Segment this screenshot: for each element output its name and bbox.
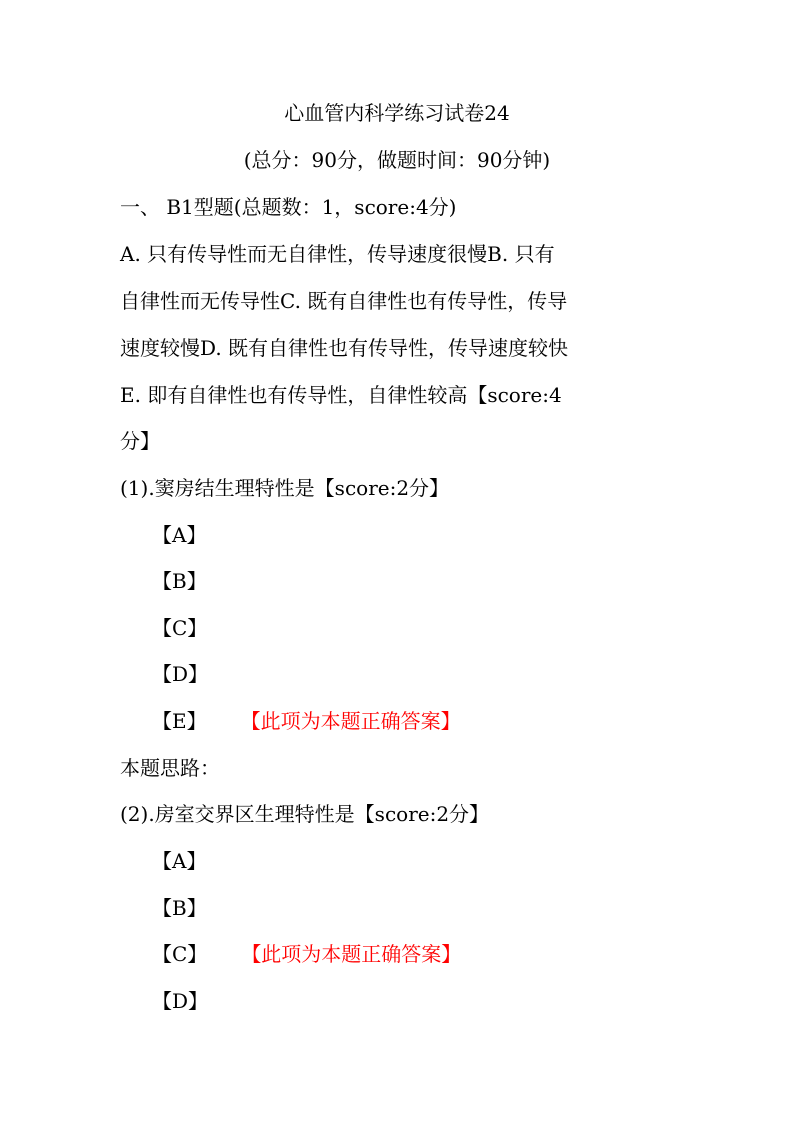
shared-options-line: A. 只有传导性而无自律性，传导速度很慢B. 只有 [120, 242, 555, 266]
option-c-row [152, 942, 461, 966]
question-stem: (2).房室交界区生理特性是【score:2分】 [120, 802, 490, 826]
question-stem: (1).窦房结生理特性是【score:2分】 [120, 476, 450, 500]
shared-options-line: 自律性而无传导性C. 既有自律性也有传导性，传导 [120, 289, 568, 313]
option-b: 【B】 [152, 896, 207, 920]
correct-answer-note: 【此项为本题正确答案】 [250, 709, 461, 733]
option-e: 【E】 [152, 709, 207, 733]
section-heading: 一、 B1型题(总题数：1，score:4分) [120, 195, 457, 219]
option-e-row [152, 709, 461, 733]
exam-title: 心血管内科学练习试卷24 [284, 101, 510, 125]
option-b: 【B】 [152, 569, 207, 593]
option-d: 【D】 [152, 989, 209, 1013]
shared-options-line: 分】 [120, 429, 160, 453]
exam-subtitle: (总分：90分，做题时间：90分钟) [243, 148, 551, 172]
option-a: 【A】 [152, 523, 207, 547]
option-c: 【C】 [152, 942, 208, 966]
option-d: 【D】 [152, 662, 209, 686]
option-a: 【A】 [152, 849, 207, 873]
shared-options-line: 速度较慢D. 既有自律性也有传导性，传导速度较快 [120, 336, 569, 360]
correct-answer-note: 【此项为本题正确答案】 [251, 942, 462, 966]
shared-options-line: E. 即有自律性也有传导性，自律性较高【score:4 [120, 383, 562, 407]
analysis-label: 本题思路： [120, 756, 220, 780]
option-c: 【C】 [152, 616, 208, 640]
